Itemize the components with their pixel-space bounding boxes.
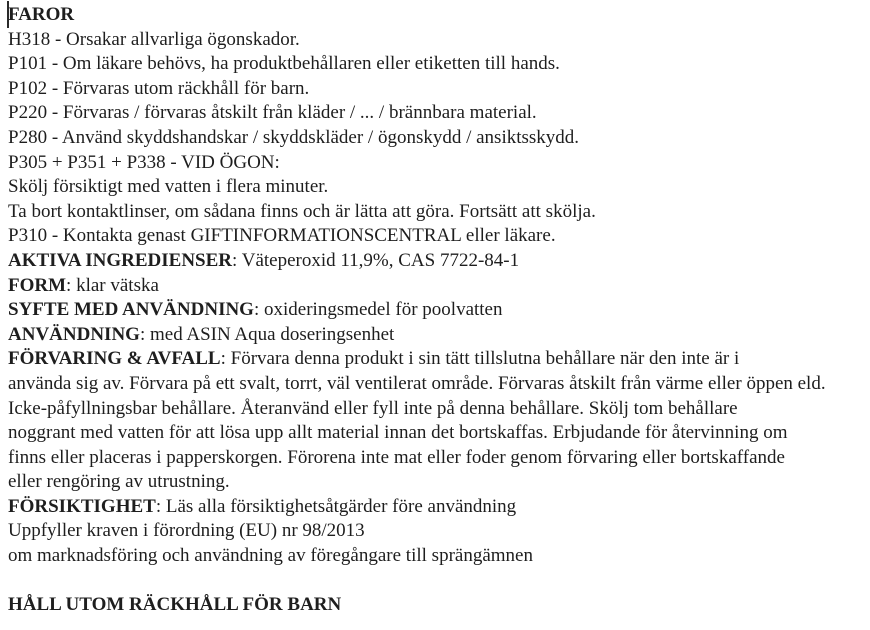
text-line — [8, 347, 870, 372]
text-segment: P102 - Förvaras utom räckhåll för barn. — [8, 77, 310, 99]
text-segment: Icke-påfyllningsbar behållare. Återanvänd eller fyll inte på denna behållare. Skölj tom behållare — [8, 397, 738, 419]
text-segment: H318 - Orsakar allvarliga ögonskador. — [8, 28, 300, 50]
text-segment: P305 + P351 + P338 - VID ÖGON: — [8, 151, 280, 173]
text-line — [8, 249, 870, 274]
text-segment: eller rengöring av utrustning. — [8, 471, 230, 493]
text-line — [8, 421, 870, 446]
text-segment: : klar vätska — [66, 274, 159, 296]
text-line — [8, 28, 870, 53]
text-line — [8, 175, 870, 200]
text-line — [8, 52, 870, 77]
text-segment: : Förvara denna produkt i sin tätt tillslutna behållare när den inte är i — [220, 348, 740, 370]
text-segment: noggrant med vatten för att lösa upp allt material innan det bortskaffas. Erbjudande för återvinning om — [8, 422, 788, 444]
text-line — [8, 224, 870, 249]
text-segment: : Läs alla försiktighetsåtgärder före användning — [155, 495, 517, 517]
text-line — [8, 151, 870, 176]
text-line — [8, 397, 870, 422]
text-line — [8, 3, 870, 28]
text-segment: HÅLL UTOM RÄCKHÅLL FÖR BARN — [8, 594, 342, 616]
text-line — [8, 593, 870, 618]
text-line — [8, 101, 870, 126]
text-line — [8, 323, 870, 348]
text-line — [8, 77, 870, 102]
text-segment: Skölj försiktigt med vatten i flera minuter. — [8, 176, 329, 198]
text-segment: FORM — [8, 274, 67, 296]
text-segment: finns eller placeras i papperskorgen. Förorena inte mat eller foder genom förvaring eller bortskaffande — [8, 446, 785, 468]
text-line — [8, 519, 870, 544]
document-body — [8, 3, 870, 618]
text-segment: P220 - Förvaras / förvaras åtskilt från kläder / ... / brännbara material. — [8, 102, 537, 124]
text-segment: : Väteperoxid 11,9%, CAS 7722-84-1 — [232, 249, 520, 271]
text-segment: om marknadsföring och användning av föregångare till sprängämnen — [8, 545, 533, 567]
text-line — [8, 446, 870, 471]
text-segment: FAROR — [8, 4, 75, 25]
text-segment: Ta bort kontaktlinser, om sådana finns och är lätta att göra. Fortsätt att skölja. — [8, 200, 596, 222]
text-segment: : med ASIN Aqua doseringsenhet — [139, 323, 395, 345]
text-line — [8, 569, 870, 594]
text-segment: FÖRSIKTIGHET — [8, 495, 156, 517]
text-segment: FÖRVARING & AVFALL — [8, 348, 221, 370]
text-line — [8, 200, 870, 225]
text-segment: Uppfyller kraven i förordning (EU) nr 98/2013 — [8, 520, 365, 542]
text-segment: P101 - Om läkare behövs, ha produktbehållaren eller etiketten till hands. — [8, 53, 560, 75]
text-line — [8, 372, 870, 397]
text-segment: använda sig av. Förvara på ett svalt, torrt, väl ventilerat område. Förvaras åtskilt från värme eller öppen eld. — [8, 372, 826, 394]
text-segment: : oxideringsmedel för poolvatten — [253, 299, 503, 321]
text-line — [8, 126, 870, 151]
text-segment: ANVÄNDNING — [8, 323, 140, 345]
text-line — [8, 544, 870, 569]
text-line — [8, 274, 870, 299]
text-segment: SYFTE MED ANVÄNDNING — [8, 299, 254, 321]
text-line — [8, 470, 870, 495]
text-line — [8, 298, 870, 323]
text-segment: P310 - Kontakta genast GIFTINFORMATIONSCENTRAL eller läkare. — [8, 225, 556, 247]
text-line — [8, 495, 870, 520]
text-segment: P280 - Använd skyddshandskar / skyddskläder / ögonskydd / ansiktsskydd. — [8, 126, 580, 148]
text-segment: AKTIVA INGREDIENSER — [8, 249, 233, 271]
